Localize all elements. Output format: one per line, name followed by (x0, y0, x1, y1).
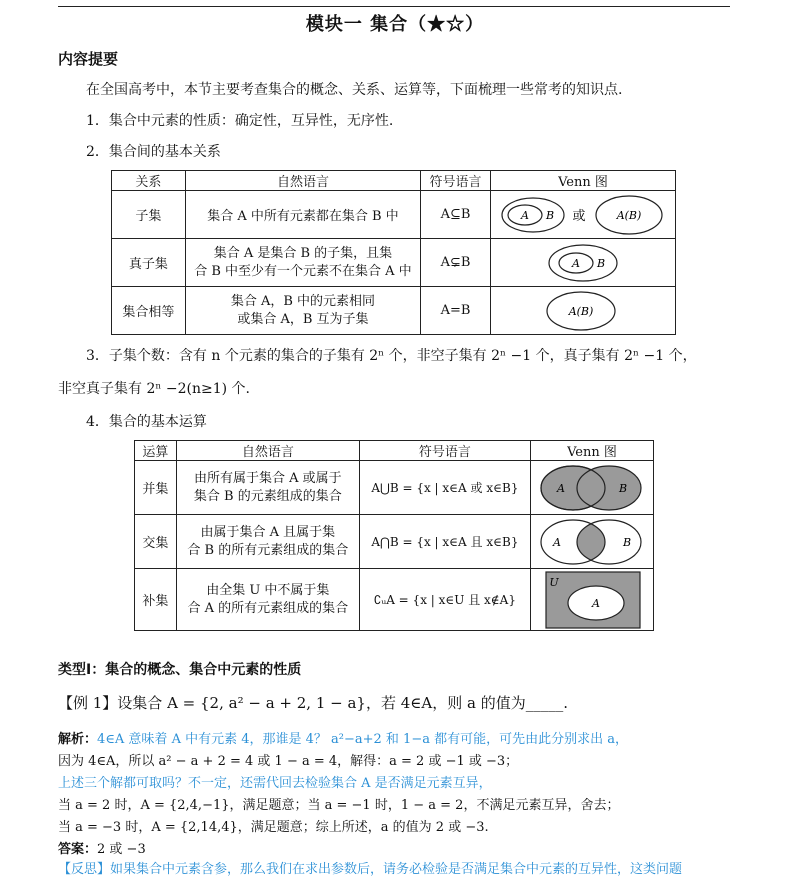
operations-table (134, 440, 654, 631)
row-equal-relation: 集合相等 (112, 287, 186, 335)
venn-label-a: A (572, 256, 580, 270)
venn-label-b: B (596, 256, 606, 270)
page-title: 模块一 集合（★☆） (305, 14, 485, 35)
row-subset-relation: 子集 (112, 191, 186, 239)
row-equal-symbol: A=B (421, 287, 491, 335)
row-union-op: 并集 (135, 461, 177, 515)
venn-complement-diagram (540, 570, 644, 630)
row-union-natural-1: 由所有属于集合 A 或属于 (194, 470, 342, 486)
row-proper-natural-1: 集合 A 是集合 B 的子集，且集 (213, 245, 393, 261)
row-subset-natural: 集合 A 中所有元素都在集合 B 中 (185, 191, 420, 239)
row-complement-op: 补集 (135, 569, 177, 631)
th-natural: 自然语言 (176, 441, 359, 461)
venn-or: 或 (572, 208, 586, 224)
solution-line-5: 当 a = −3 时，A = {2,14,4}，满足题意；综上所述，a 的值为 2 或 −3. (58, 820, 489, 835)
point-1: 1．集合中元素的性质：确定性，互异性，无序性. (86, 113, 394, 129)
point-4: 4．集合的基本运算 (86, 414, 207, 430)
venn-proper-subset-diagram (493, 241, 673, 285)
row-subset-symbol: A⊆B (421, 191, 491, 239)
row-intersection-op: 交集 (135, 515, 177, 569)
row-union-natural-2: 集合 B 的元素组成的集合 (193, 488, 342, 504)
th-symbol: 符号语言 (421, 171, 491, 191)
row-intersection-venn (530, 515, 653, 569)
row-proper-symbol: A⊊B (421, 239, 491, 287)
type-1-heading: 类型Ⅰ：集合的概念、集合中元素的性质 (58, 662, 302, 678)
row-complement-natural-2: 合 A 的所有元素组成的集合 (187, 600, 349, 616)
row-complement-symbol: ∁ᵤA = {x | x∈U 且 x∉A} (359, 569, 530, 631)
point-2: 2．集合间的基本关系 (86, 144, 221, 160)
th-venn: Venn 图 (490, 171, 675, 191)
intro-text: 在全国高考中，本节主要考查集合的概念、关系、运算等，下面梳理一些常考的知识点. (86, 82, 623, 98)
row-intersection-symbol: A⋂B = {x | x∈A 且 x∈B} (359, 515, 530, 569)
solution-line-3: 上述三个解都可取吗？不一定，还需代回去检验集合 A 是否满足元素互异， (58, 776, 492, 791)
top-rule (58, 6, 730, 7)
row-equal-natural-1: 集合 A，B 中的元素相同 (230, 293, 376, 309)
row-union-symbol: A⋃B = {x | x∈A 或 x∈B} (359, 461, 530, 515)
venn-label-b: B (545, 208, 555, 222)
point-3-line-2: 非空真子集有 2ⁿ −2(n≥1) 个. (58, 381, 250, 397)
point-3-line-1: 3．子集个数：含有 n 个元素的集合的子集有 2ⁿ 个，非空子集有 2ⁿ −1 个，真子集有 2ⁿ −1 个， (86, 348, 697, 364)
th-venn: Venn 图 (530, 441, 653, 461)
venn-label-u: U (549, 575, 559, 589)
row-complement-natural-1: 由全集 U 中不属于集 (206, 582, 330, 598)
row-proper-venn (490, 239, 675, 287)
answer-label: 答案： (58, 842, 98, 857)
th-relation: 关系 (112, 171, 186, 191)
venn-union-diagram (533, 462, 651, 514)
example-1: 【例 1】设集合 A = {2, a² − a + 2, 1 − a}，若 4∈A，则 a 的值为_____. (58, 694, 568, 712)
solution-line-1 (58, 728, 628, 747)
answer-value: 2 或 −3 (97, 842, 146, 857)
venn-label-a: A (592, 596, 600, 610)
th-operation: 运算 (135, 441, 177, 461)
solution-hint-1: 4∈A 意味着 A 中有元素 4，那谁是 4？ a²−a+2 和 1−a 都有可能，可先由此分别求出 a， (97, 732, 628, 747)
heading-summary: 内容提要 (58, 50, 119, 68)
row-intersection-natural-1: 由属于集合 A 且属于集 (200, 524, 336, 540)
venn-label-ab: A(B) (616, 208, 642, 222)
row-subset-venn (490, 191, 675, 239)
venn-label-b: B (618, 481, 628, 495)
row-equal-venn (490, 287, 675, 335)
solution-label: 解析： (58, 732, 98, 747)
venn-label-a: A (553, 535, 561, 549)
row-complement-venn (530, 569, 653, 631)
answer-line (58, 838, 146, 857)
venn-subset-diagram (493, 192, 673, 238)
row-proper-relation: 真子集 (112, 239, 186, 287)
venn-label-b: B (622, 535, 632, 549)
row-equal-natural-2: 或集合 A，B 互为子集 (237, 311, 369, 327)
reflection-line: 【反思】如果集合中元素含参，那么我们在求出参数后，请务必检验是否满足集合中元素的互异性，这类问题 (58, 862, 683, 877)
venn-label-a: A (521, 208, 529, 222)
row-union-venn (530, 461, 653, 515)
th-symbol: 符号语言 (359, 441, 530, 461)
venn-label-ab: A(B) (568, 304, 594, 318)
row-intersection-natural-2: 合 B 的所有元素组成的集合 (187, 542, 349, 558)
th-natural: 自然语言 (185, 171, 420, 191)
venn-equal-diagram (493, 289, 673, 333)
solution-line-2: 因为 4∈A，所以 a² − a + 2 = 4 或 1 − a = 4，解得：a = 2 或 −1 或 −3； (58, 754, 519, 769)
solution-line-4: 当 a = 2 时，A = {2,4,−1}，满足题意；当 a = −1 时，1 − a = 2，不满足元素互异，舍去； (58, 798, 620, 813)
venn-intersection-diagram (533, 516, 651, 568)
row-proper-natural-2: 合 B 中至少有一个元素不在集合 A 中 (194, 263, 412, 279)
relations-table (111, 170, 676, 335)
venn-label-a: A (557, 481, 565, 495)
